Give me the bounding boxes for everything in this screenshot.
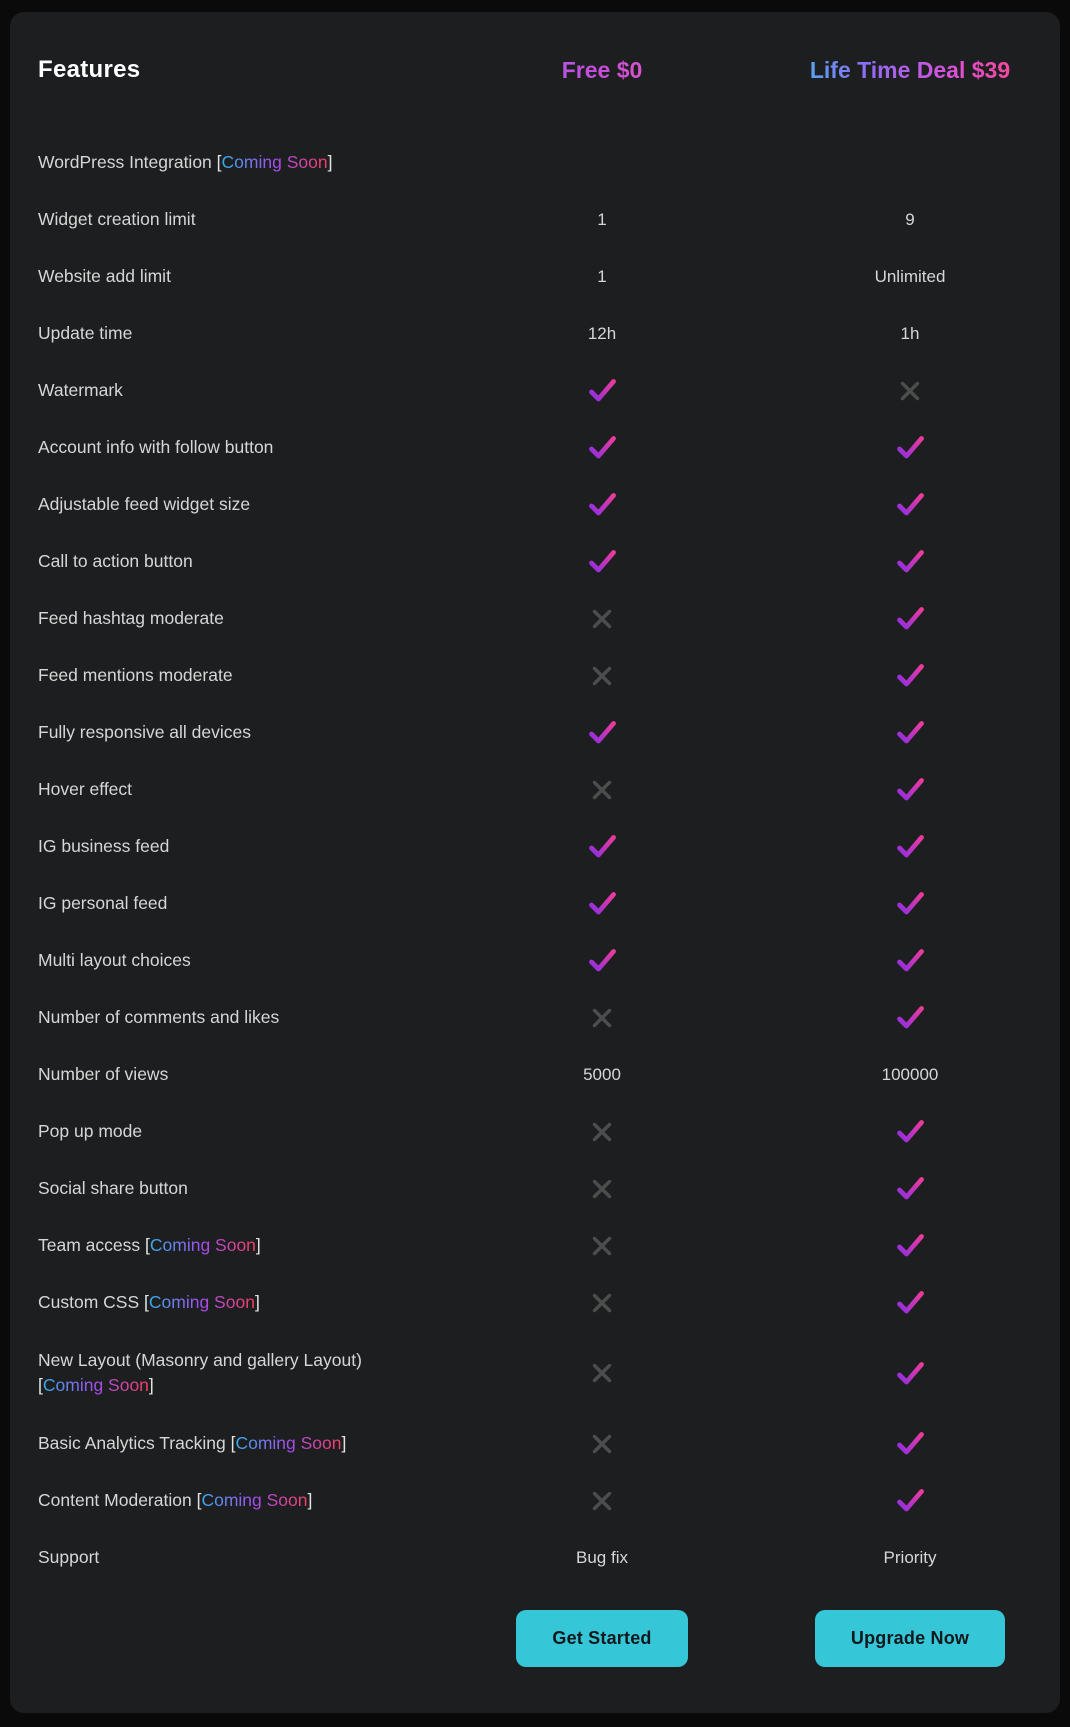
feature-label: Content Moderation [Coming Soon] (38, 1489, 313, 1510)
feature-label: Team access [Coming Soon] (38, 1234, 261, 1255)
free-value-cell: 1 (597, 266, 607, 286)
free-value-cell: Bug fix (576, 1547, 628, 1567)
check-icon (587, 491, 618, 518)
deal-value-cell (788, 548, 1032, 575)
check-icon (895, 833, 926, 860)
cross-icon (590, 1361, 614, 1385)
free-plan-header: Free $0 (416, 57, 788, 84)
table-header-row (38, 46, 1060, 94)
check-icon (895, 719, 926, 746)
table-row (38, 1274, 1060, 1331)
table-row (38, 1529, 1060, 1586)
coming-soon-badge: Coming Soon (201, 1489, 308, 1510)
deal-value-cell (788, 1487, 1032, 1514)
deal-value-cell (788, 1118, 1032, 1145)
free-value-cell (416, 607, 788, 631)
feature-label: Custom CSS [Coming Soon] (38, 1291, 260, 1312)
check-icon (895, 890, 926, 917)
get-started-button[interactable]: Get Started (516, 1610, 687, 1667)
check-icon (895, 1360, 926, 1387)
feature-label: Number of views (38, 1063, 169, 1084)
deal-value-cell (788, 890, 1032, 917)
check-icon (895, 776, 926, 803)
table-row (38, 761, 1060, 818)
table-row (38, 362, 1060, 419)
pricing-comparison-card (10, 12, 1060, 1713)
check-icon (895, 548, 926, 575)
feature-label: Pop up mode (38, 1120, 143, 1141)
deal-value-cell (788, 1360, 1032, 1387)
cross-icon (898, 379, 922, 403)
cross-icon (590, 1291, 614, 1315)
deal-value-cell: Unlimited (874, 266, 946, 286)
bracket-open: [ (230, 1432, 236, 1453)
check-icon (895, 1289, 926, 1316)
cross-icon (590, 1006, 614, 1030)
cross-icon (590, 607, 614, 631)
free-value-cell (416, 434, 788, 461)
table-row (38, 932, 1060, 989)
table-row (38, 191, 1060, 248)
table-row (38, 1160, 1060, 1217)
free-value-cell (416, 548, 788, 575)
feature-label: Widget creation limit (38, 208, 196, 229)
check-icon (895, 605, 926, 632)
table-row (38, 1472, 1060, 1529)
deal-value-cell (788, 1004, 1032, 1031)
feature-label: Fully responsive all devices (38, 721, 252, 742)
table-row (38, 1415, 1060, 1472)
cta-button-row (38, 1610, 1060, 1667)
free-value-cell (416, 377, 788, 404)
table-row (38, 248, 1060, 305)
coming-soon-badge: Coming Soon (148, 1291, 255, 1312)
feature-label: Account info with follow button (38, 436, 274, 457)
deal-value-cell: 100000 (881, 1064, 939, 1084)
free-value-cell: 12h (587, 323, 617, 343)
coming-soon-badge: Coming Soon (42, 1375, 149, 1395)
feature-rows (38, 134, 1060, 1586)
free-value-cell (416, 1432, 788, 1456)
upgrade-now-button[interactable]: Upgrade Now (815, 1610, 1005, 1667)
table-row (38, 989, 1060, 1046)
feature-label: IG personal feed (38, 892, 168, 913)
cross-icon (590, 1432, 614, 1456)
deal-value-cell (788, 1175, 1032, 1202)
free-value-cell (416, 664, 788, 688)
free-value-cell: 5000 (583, 1064, 621, 1084)
feature-label: Social share button (38, 1177, 188, 1198)
deal-value-cell: 1h (900, 323, 920, 343)
deal-value-cell (788, 1289, 1032, 1316)
feature-label: Hover effect (38, 778, 133, 799)
bracket-open: [ (144, 1291, 149, 1312)
feature-label: New Layout (Masonry and gallery Layout) [Coming Soon] (38, 1349, 362, 1395)
bracket-close: ] (255, 1234, 261, 1255)
table-row (38, 704, 1060, 761)
deal-value-cell (788, 947, 1032, 974)
deal-value-cell (788, 833, 1032, 860)
free-value-cell (416, 1489, 788, 1513)
table-row (38, 533, 1060, 590)
feature-label: Feed hashtag moderate (38, 607, 224, 628)
deal-value-cell (788, 662, 1032, 689)
bracket-close: ] (148, 1375, 154, 1395)
feature-label: Watermark (38, 379, 123, 400)
bracket-open: [ (38, 1375, 43, 1395)
check-icon (895, 1487, 926, 1514)
deal-value-cell (788, 1430, 1032, 1457)
free-value-cell (416, 1234, 788, 1258)
check-icon (587, 377, 618, 404)
free-value-cell (416, 1361, 788, 1385)
feature-label: IG business feed (38, 835, 170, 856)
bracket-open: [ (196, 1489, 202, 1510)
check-icon (895, 1430, 926, 1457)
feature-label: Feed mentions moderate (38, 664, 233, 685)
check-icon (587, 434, 618, 461)
feature-label: Basic Analytics Tracking [Coming Soon] (38, 1432, 347, 1453)
check-icon (895, 491, 926, 518)
coming-soon-badge: Coming Soon (235, 1432, 342, 1453)
check-icon (895, 1004, 926, 1031)
deal-value-cell (788, 434, 1032, 461)
free-value-cell (416, 1291, 788, 1315)
table-row (38, 1331, 1060, 1415)
feature-label: Number of comments and likes (38, 1006, 280, 1027)
table-row (38, 647, 1060, 704)
feature-label: Support (38, 1546, 100, 1567)
table-row (38, 419, 1060, 476)
table-row (38, 1103, 1060, 1160)
bracket-open: [ (145, 1234, 150, 1255)
table-row (38, 875, 1060, 932)
check-icon (587, 833, 618, 860)
table-row (38, 590, 1060, 647)
check-icon (895, 947, 926, 974)
free-value-cell: 1 (597, 209, 607, 229)
coming-soon-badge: Coming Soon (221, 151, 328, 172)
feature-label: Website add limit (38, 265, 171, 286)
deal-value-cell (788, 776, 1032, 803)
check-icon (587, 719, 618, 746)
deal-value-cell (788, 379, 1032, 403)
table-row (38, 818, 1060, 875)
table-row (38, 1217, 1060, 1274)
bracket-open: [ (216, 151, 222, 172)
free-value-cell (416, 947, 788, 974)
bracket-close: ] (327, 151, 333, 172)
cross-icon (590, 1489, 614, 1513)
check-icon (895, 1118, 926, 1145)
free-value-cell (416, 1177, 788, 1201)
free-value-cell (416, 778, 788, 802)
deal-value-cell: Priority (883, 1547, 937, 1567)
cross-icon (590, 1177, 614, 1201)
cross-icon (590, 1120, 614, 1144)
deal-value-cell (788, 605, 1032, 632)
coming-soon-badge: Coming Soon (149, 1234, 256, 1255)
feature-label: Update time (38, 322, 133, 343)
table-row (38, 305, 1060, 362)
deal-value-cell (788, 719, 1032, 746)
feature-label: WordPress Integration [Coming Soon] (38, 151, 333, 172)
features-heading: Features (38, 56, 141, 83)
free-value-cell (416, 719, 788, 746)
cross-icon (590, 664, 614, 688)
check-icon (587, 890, 618, 917)
deal-value-cell (788, 491, 1032, 518)
feature-label: Adjustable feed widget size (38, 493, 251, 514)
bracket-close: ] (307, 1489, 313, 1510)
check-icon (587, 947, 618, 974)
free-value-cell (416, 491, 788, 518)
check-icon (895, 1232, 926, 1259)
check-icon (895, 662, 926, 689)
deal-value-cell (788, 1232, 1032, 1259)
check-icon (895, 434, 926, 461)
feature-label: Call to action button (38, 550, 193, 571)
bracket-close: ] (254, 1291, 260, 1312)
free-value-cell (416, 833, 788, 860)
free-value-cell (416, 890, 788, 917)
feature-label: Multi layout choices (38, 949, 191, 970)
deal-value-cell: 9 (905, 209, 915, 229)
cross-icon (590, 1234, 614, 1258)
table-row (38, 134, 1060, 191)
check-icon (895, 1175, 926, 1202)
free-value-cell (416, 1006, 788, 1030)
bracket-close: ] (341, 1432, 347, 1453)
check-icon (587, 548, 618, 575)
table-row (38, 476, 1060, 533)
cross-icon (590, 778, 614, 802)
table-row (38, 1046, 1060, 1103)
free-value-cell (416, 1120, 788, 1144)
lifetime-deal-header: Life Time Deal $39 (788, 57, 1032, 84)
